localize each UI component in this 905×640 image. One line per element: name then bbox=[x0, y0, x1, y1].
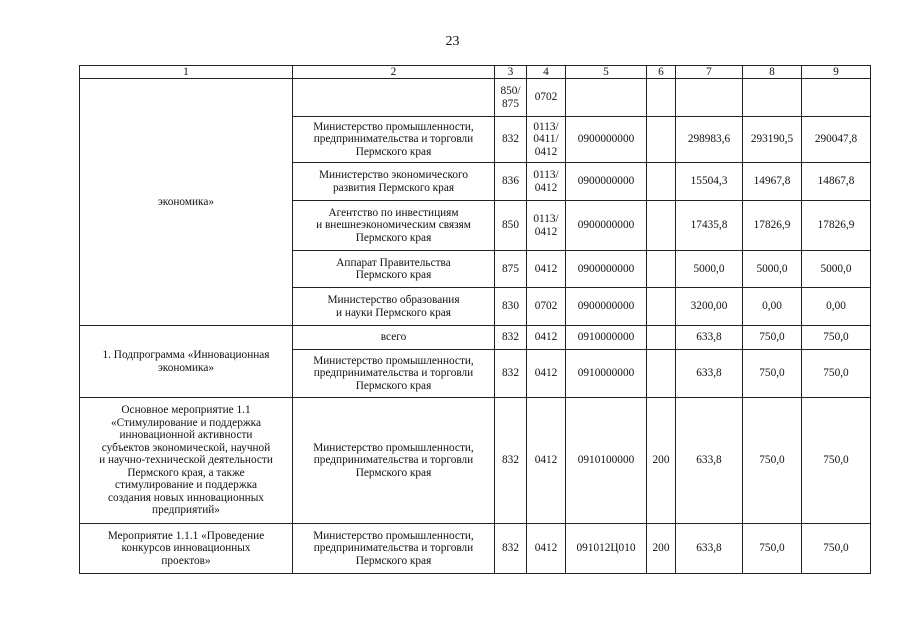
executor-cell bbox=[293, 79, 495, 117]
column-number-row bbox=[80, 66, 871, 79]
executor-cell: Министерство промышленности, предпринимательства и торговли Пермского края bbox=[293, 117, 495, 163]
budget-table bbox=[79, 65, 871, 574]
section-code-cell: 0113/ 0412 bbox=[527, 163, 566, 201]
target-code-cell: 0910100000 bbox=[566, 398, 647, 524]
section-code-cell: 0113/ 0411/ 0412 bbox=[527, 117, 566, 163]
expense-type-cell bbox=[647, 79, 676, 117]
amount-year3-cell: 750,0 bbox=[802, 524, 871, 574]
column-header: 4 bbox=[527, 66, 566, 79]
amount-year2-cell: 0,00 bbox=[743, 288, 802, 326]
program-name-cell: 1. Подпрограмма «Инновационная экономика» bbox=[80, 326, 293, 398]
grbs-cell: 832 bbox=[495, 350, 527, 398]
grbs-cell: 832 bbox=[495, 117, 527, 163]
target-code-cell: 0910000000 bbox=[566, 326, 647, 350]
expense-type-cell bbox=[647, 350, 676, 398]
expense-type-cell bbox=[647, 163, 676, 201]
section-code-cell: 0412 bbox=[527, 524, 566, 574]
grbs-cell: 832 bbox=[495, 524, 527, 574]
amount-year3-cell: 14867,8 bbox=[802, 163, 871, 201]
section-code-cell: 0412 bbox=[527, 398, 566, 524]
column-header: 1 bbox=[80, 66, 293, 79]
program-name-cell: Мероприятие 1.1.1 «Проведение конкурсов инновационных проектов» bbox=[80, 524, 293, 574]
amount-year3-cell: 750,0 bbox=[802, 326, 871, 350]
amount-year1-cell: 633,8 bbox=[676, 326, 743, 350]
executor-cell: Агентство по инвестициям и внешнеэкономическим связям Пермского края bbox=[293, 201, 495, 251]
section-code-cell: 0412 bbox=[527, 251, 566, 288]
program-name-cell: экономика» bbox=[80, 79, 293, 326]
executor-cell: Министерство образования и науки Пермского края bbox=[293, 288, 495, 326]
executor-cell: Министерство промышленности, предпринимательства и торговли Пермского края bbox=[293, 398, 495, 524]
program-name-cell: Основное мероприятие 1.1 «Стимулирование и поддержка инновационной активности субъектов экономической, научной и научно-технической деятельности Пермского края, а также стимулирование и поддержка создания новых инновационных предприятий» bbox=[80, 398, 293, 524]
amount-year3-cell: 0,00 bbox=[802, 288, 871, 326]
amount-year1-cell: 3200,00 bbox=[676, 288, 743, 326]
expense-type-cell bbox=[647, 201, 676, 251]
column-header: 3 bbox=[495, 66, 527, 79]
expense-type-cell: 200 bbox=[647, 524, 676, 574]
column-header: 8 bbox=[743, 66, 802, 79]
table-row bbox=[80, 79, 871, 117]
section-code-cell: 0702 bbox=[527, 79, 566, 117]
target-code-cell: 0910000000 bbox=[566, 350, 647, 398]
expense-type-cell bbox=[647, 326, 676, 350]
amount-year3-cell: 750,0 bbox=[802, 350, 871, 398]
grbs-cell: 832 bbox=[495, 326, 527, 350]
amount-year3-cell: 5000,0 bbox=[802, 251, 871, 288]
target-code-cell: 091012Ц010 bbox=[566, 524, 647, 574]
amount-year2-cell: 14967,8 bbox=[743, 163, 802, 201]
grbs-cell: 836 bbox=[495, 163, 527, 201]
amount-year2-cell: 750,0 bbox=[743, 350, 802, 398]
column-header: 6 bbox=[647, 66, 676, 79]
grbs-cell: 850 bbox=[495, 201, 527, 251]
expense-type-cell: 200 bbox=[647, 398, 676, 524]
section-code-cell: 0412 bbox=[527, 350, 566, 398]
grbs-cell: 832 bbox=[495, 398, 527, 524]
section-code-cell: 0412 bbox=[527, 326, 566, 350]
amount-year1-cell: 5000,0 bbox=[676, 251, 743, 288]
executor-cell: Министерство промышленности, предпринимательства и торговли Пермского края bbox=[293, 524, 495, 574]
table-row bbox=[80, 326, 871, 350]
column-header: 2 bbox=[293, 66, 495, 79]
section-code-cell: 0702 bbox=[527, 288, 566, 326]
target-code-cell: 0900000000 bbox=[566, 163, 647, 201]
expense-type-cell bbox=[647, 288, 676, 326]
amount-year1-cell: 17435,8 bbox=[676, 201, 743, 251]
amount-year1-cell: 15504,3 bbox=[676, 163, 743, 201]
target-code-cell: 0900000000 bbox=[566, 117, 647, 163]
expense-type-cell bbox=[647, 251, 676, 288]
amount-year2-cell: 750,0 bbox=[743, 398, 802, 524]
executor-cell: Министерство экономического развития Пермского края bbox=[293, 163, 495, 201]
table-row bbox=[80, 398, 871, 524]
page-number: 23 bbox=[445, 34, 460, 49]
target-code-cell: 0900000000 bbox=[566, 201, 647, 251]
amount-year2-cell: 17826,9 bbox=[743, 201, 802, 251]
amount-year3-cell: 290047,8 bbox=[802, 117, 871, 163]
expense-type-cell bbox=[647, 117, 676, 163]
grbs-cell: 875 bbox=[495, 251, 527, 288]
executor-cell: Аппарат Правительства Пермского края bbox=[293, 251, 495, 288]
amount-year2-cell: 750,0 bbox=[743, 326, 802, 350]
amount-year3-cell bbox=[802, 79, 871, 117]
target-code-cell: 0900000000 bbox=[566, 251, 647, 288]
column-header: 9 bbox=[802, 66, 871, 79]
target-code-cell bbox=[566, 79, 647, 117]
amount-year3-cell: 17826,9 bbox=[802, 201, 871, 251]
column-header: 5 bbox=[566, 66, 647, 79]
amount-year2-cell: 5000,0 bbox=[743, 251, 802, 288]
section-code-cell: 0113/ 0412 bbox=[527, 201, 566, 251]
table-row bbox=[80, 524, 871, 574]
column-header: 7 bbox=[676, 66, 743, 79]
amount-year1-cell bbox=[676, 79, 743, 117]
amount-year2-cell bbox=[743, 79, 802, 117]
amount-year2-cell: 750,0 bbox=[743, 524, 802, 574]
target-code-cell: 0900000000 bbox=[566, 288, 647, 326]
amount-year1-cell: 633,8 bbox=[676, 350, 743, 398]
grbs-cell: 830 bbox=[495, 288, 527, 326]
amount-year1-cell: 633,8 bbox=[676, 398, 743, 524]
amount-year3-cell: 750,0 bbox=[802, 398, 871, 524]
grbs-cell: 850/ 875 bbox=[495, 79, 527, 117]
amount-year1-cell: 633,8 bbox=[676, 524, 743, 574]
amount-year2-cell: 293190,5 bbox=[743, 117, 802, 163]
executor-cell: Министерство промышленности, предпринимательства и торговли Пермского края bbox=[293, 350, 495, 398]
amount-year1-cell: 298983,6 bbox=[676, 117, 743, 163]
executor-cell: всего bbox=[293, 326, 495, 350]
